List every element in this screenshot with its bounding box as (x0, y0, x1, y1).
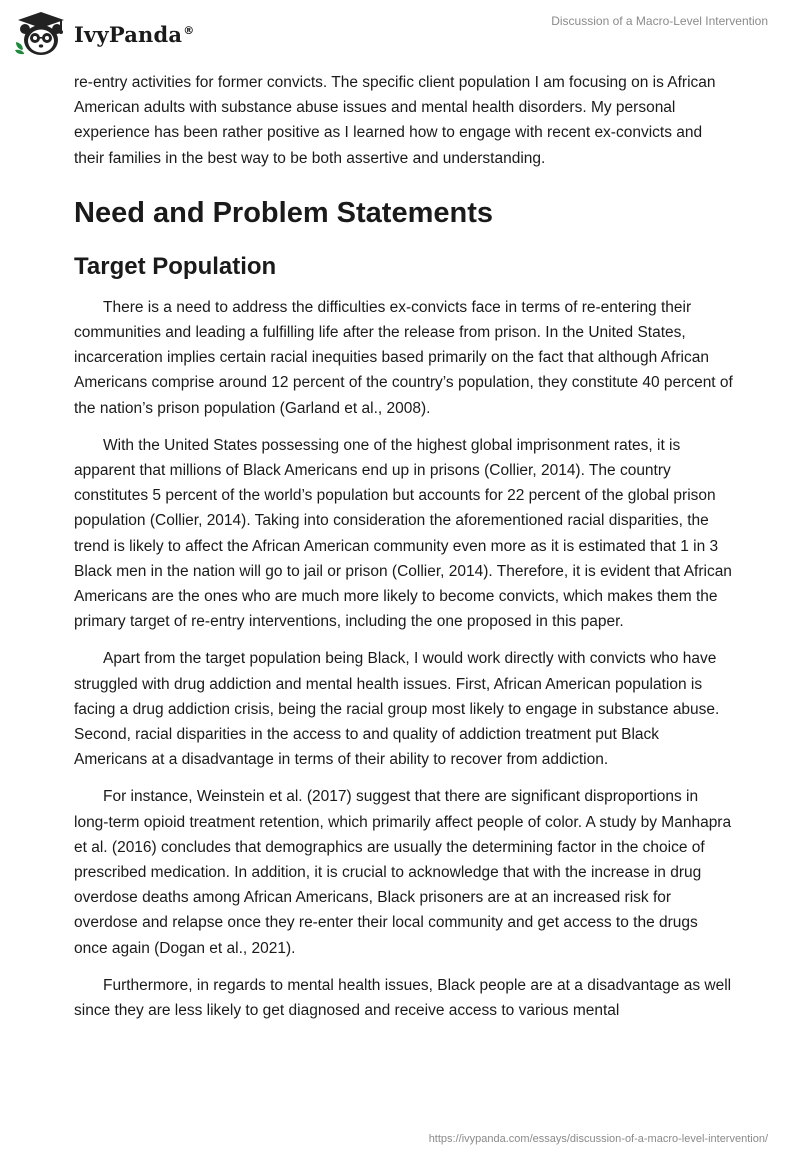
paragraph: For instance, Weinstein et al. (2017) suggest that there are significant disproportions in long-term opioid treatment retention, which primarily affect people of color. A study by Manhapra et al. (2016) concludes that demographics are usually the determining factor in the choice of prescribed medication. In addition, it is crucial to acknowledge that with the increase in drug overdose deaths among African Americans, Black prisoners are at an increased risk for overdose and relapse once they re-enter their local community and get access to the drugs once again (Dogan et al., 2021). (74, 788, 732, 957)
brand-name: IvyPanda® (74, 21, 195, 47)
page-header (0, 0, 800, 64)
intro-paragraph: re-entry activities for former convicts. The specific client population I am focusing on is African American adults with substance abuse issues and mental health disorders. My personal experience has been rather positive as I learned how to engage with recent ex-convicts and their families in the best way to be both assertive and understanding. (74, 74, 716, 167)
panda-logo-icon (14, 10, 68, 58)
section-heading: Need and Problem Statements (74, 196, 493, 229)
paragraph: With the United States possessing one of the highest global imprisonment rates, it is apparent that millions of Black Americans end up in prisons (Collier, 2014). The country constitutes 5 percent of the world’s population but accounts for 22 percent of the global prison population (Collier, 2014). Taking into consideration the aforementioned racial disparities, the trend is likely to affect the African American community even more as it is estimated that 1 in 3 Black men in the nation will go to jail or prison (Collier, 2014). Therefore, it is evident that African Americans are the ones who are much more likely to become convicts, which makes them the primary target of re-entry interventions, including the one proposed in this paper. (74, 436, 732, 631)
registered-mark: ® (183, 23, 195, 37)
ivypanda-logo[interactable] (14, 10, 194, 58)
document-title: Discussion of a Macro-Level Intervention (551, 14, 768, 28)
paragraph: Apart from the target population being Black, I would work directly with convicts who have struggled with drug addiction and mental health issues. First, African American population is facing a drug addiction crisis, being the racial group most likely to engage in substance abuse. Second, racial disparities in the access to and quality of addiction treatment put Black Americans at a disadvantage in terms of their ability to recover from addiction. (74, 650, 720, 769)
essay-content (74, 70, 734, 1023)
source-url[interactable]: https://ivypanda.com/essays/discussion-of-a-macro-level-intervention/ (428, 1133, 768, 1145)
subsection-heading: Target Population (74, 252, 277, 280)
paragraph: Furthermore, in regards to mental health issues, Black people are at a disadvantage as well since they are less likely to get diagnosed and receive access to various mental (74, 976, 732, 1020)
paragraph: There is a need to address the difficulties ex-convicts face in terms of re-entering their communities and leading a fulfilling life after the release from prison. In the United States, incarceration implies certain racial inequities based primarily on the fact that although African Americans comprise around 12 percent of the country’s population, they constitute 40 percent of the nation’s prison population (Garland et al., 2008). (74, 298, 733, 417)
